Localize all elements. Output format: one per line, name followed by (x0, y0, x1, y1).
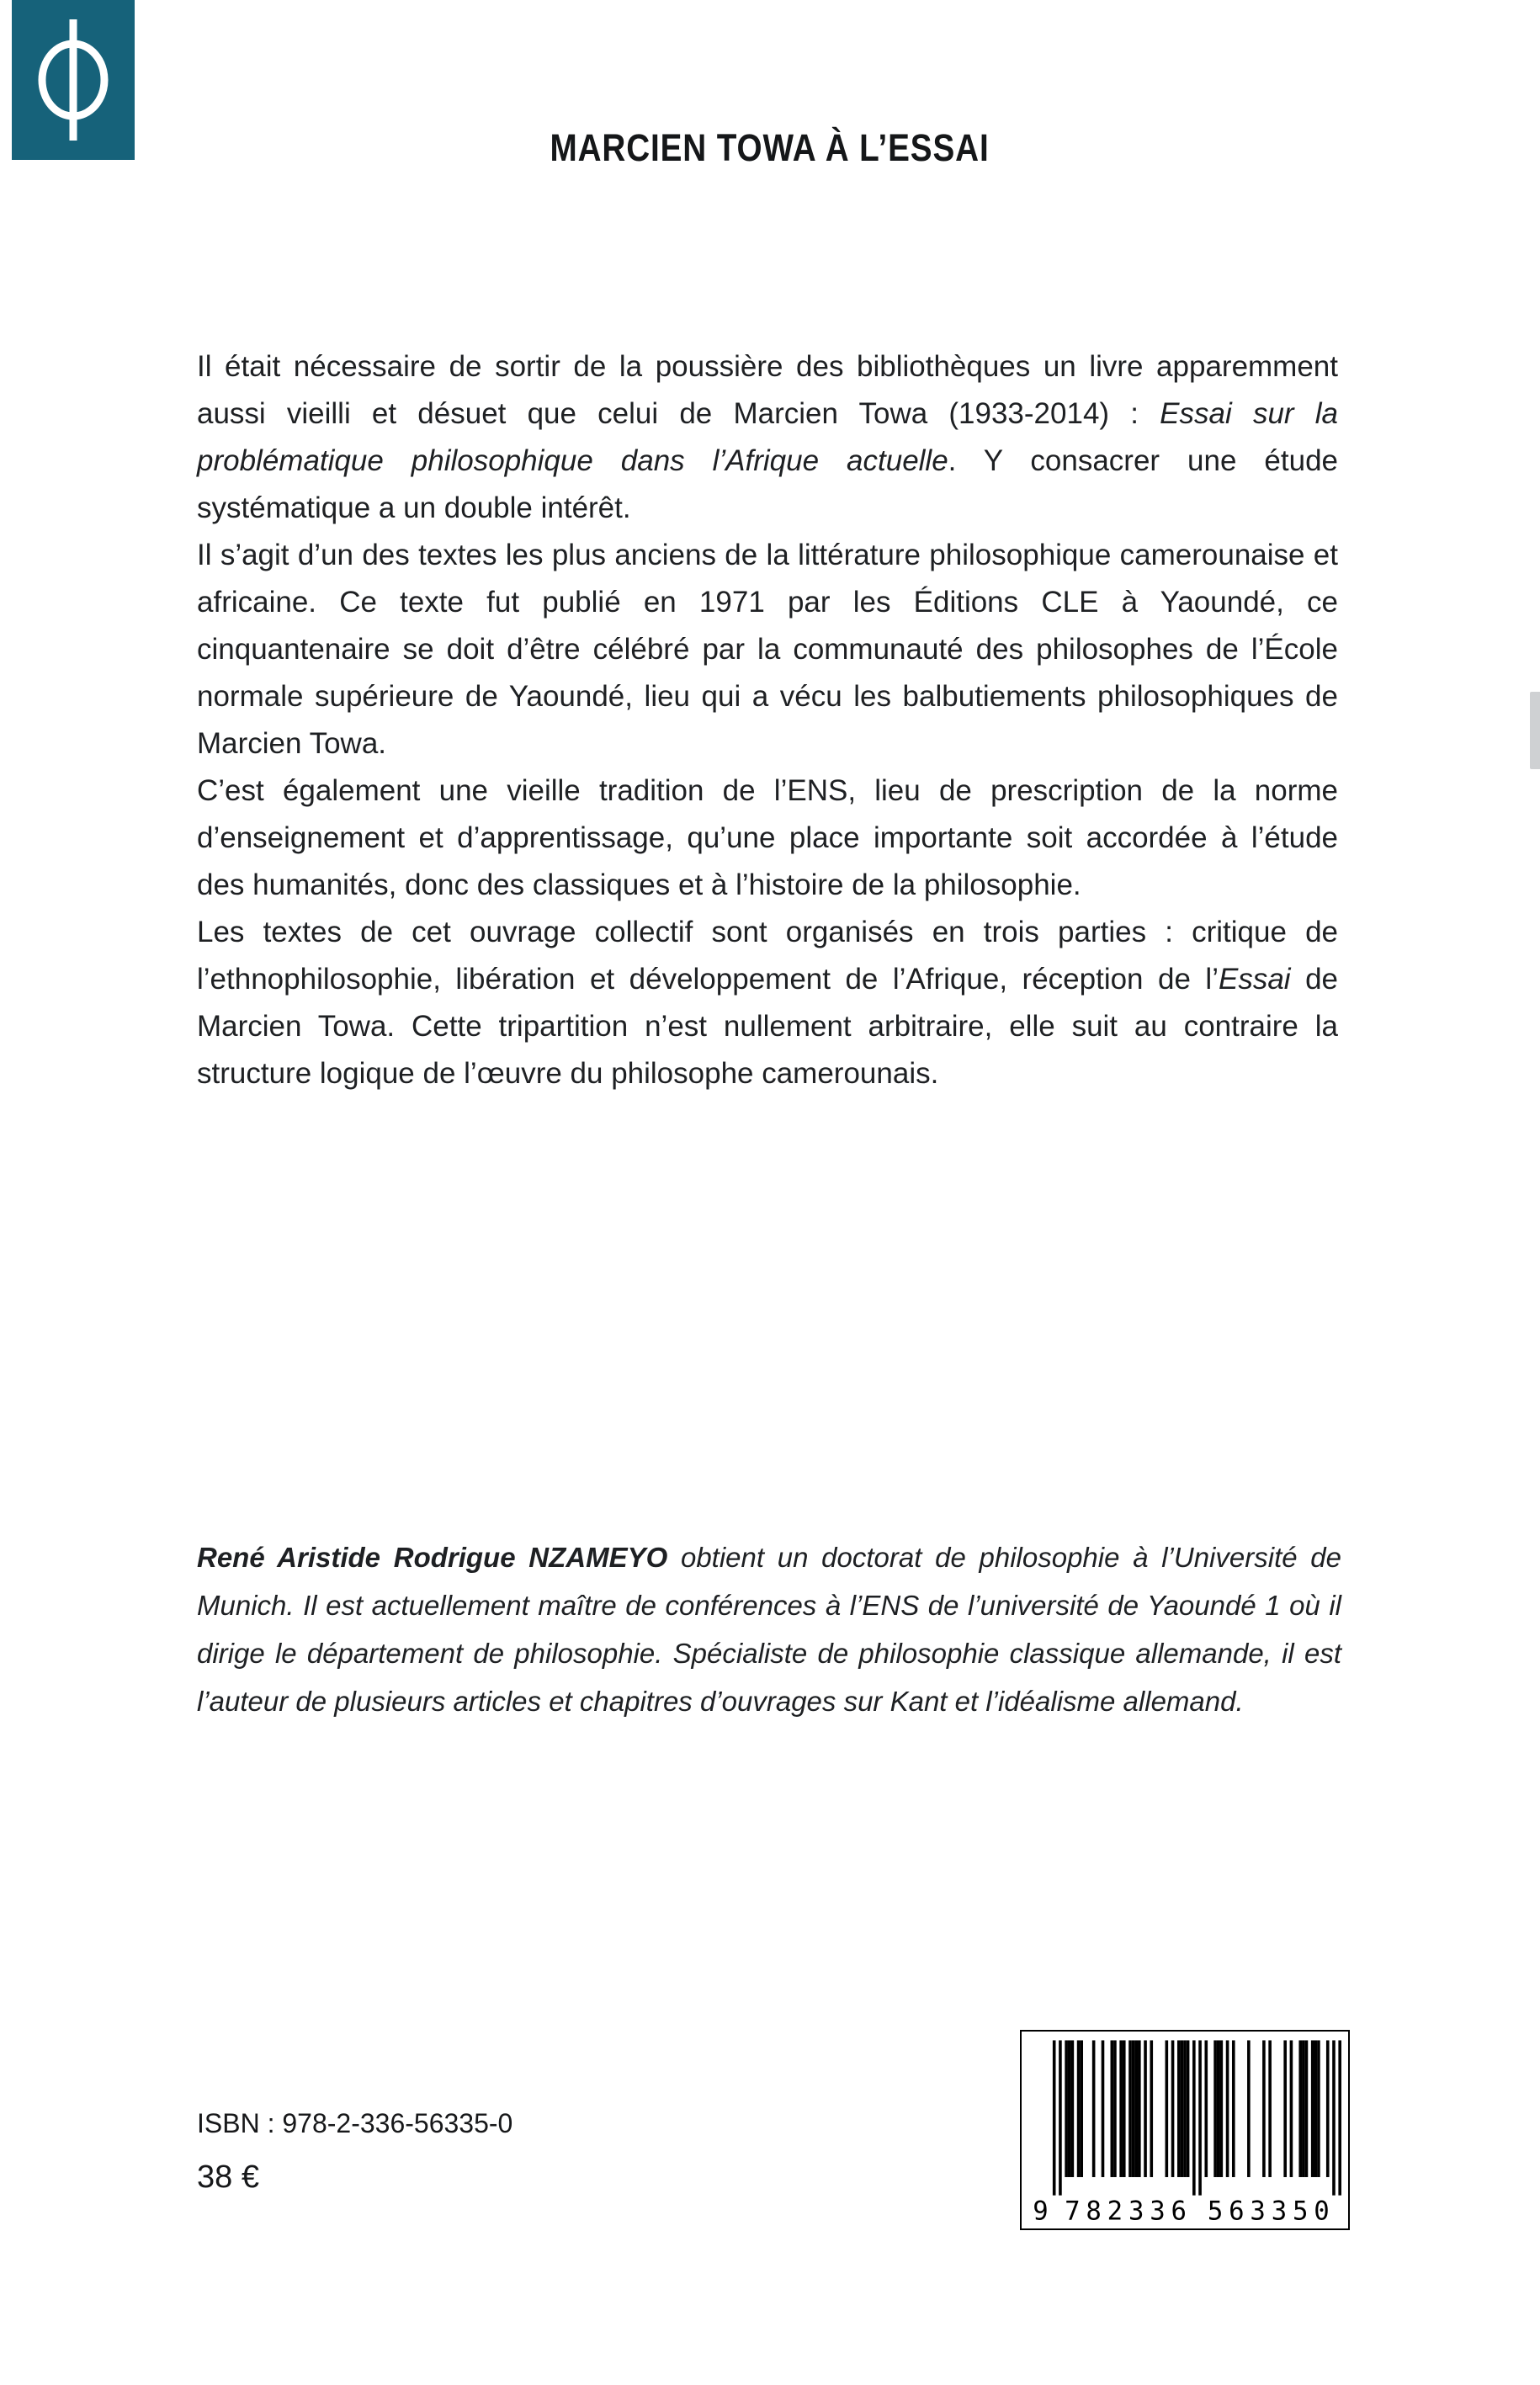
body-paragraph (197, 768, 1338, 909)
text-segment: Il était nécessaire de sortir de la poussière des bibliothèques un livre apparemment aussi vieilli et désuet que celui de Marcien Towa (1933-2014) : (197, 350, 1338, 430)
svg-text:9: 9 (1033, 2196, 1049, 2226)
scan-edge-artifact (1530, 692, 1540, 769)
book-title (0, 126, 1540, 170)
svg-text:0: 0 (1314, 2196, 1330, 2226)
book-title-text: MARCIEN TOWA À L’ESSAI (550, 126, 990, 169)
text-segment: Les textes de cet ouvrage collectif sont organisés en trois parties : critique de l’ethnophilosophie, libération et développement de l’Afrique, réception de l’ (197, 916, 1338, 996)
synopsis (197, 343, 1338, 1097)
svg-text:3: 3 (1128, 2196, 1144, 2226)
text-segment: de Marcien Towa. Cette tripartition n’est nullement arbitraire, elle suit au contraire la structure logique de l’œuvre du philosophe camerounais. (197, 963, 1338, 1090)
author-bio (197, 1533, 1341, 1725)
svg-text:6: 6 (1171, 2196, 1187, 2226)
svg-text:3: 3 (1150, 2196, 1166, 2226)
price-text: 38 € (197, 2159, 259, 2195)
svg-text:3: 3 (1271, 2196, 1288, 2226)
text-segment: C’est également une vieille tradition de l’ENS, lieu de prescription de la norme d’enseignement et d’apprentissage, qu’une place importante soit accordée à l’étude des humanités, donc des classiques et à l’histoire de la philosophie. (197, 774, 1338, 901)
body-paragraph (197, 909, 1338, 1097)
svg-text:3: 3 (1250, 2196, 1266, 2226)
isbn-text: ISBN : 978-2-336-56335-0 (197, 2108, 513, 2138)
svg-text:7: 7 (1065, 2196, 1081, 2226)
text-segment: Essai (1218, 963, 1291, 996)
svg-text:2: 2 (1107, 2196, 1123, 2226)
body-paragraph (197, 532, 1338, 768)
svg-text:6: 6 (1229, 2196, 1245, 2226)
svg-text:8: 8 (1086, 2196, 1102, 2226)
text-segment: obtient un doctorat de philosophie à l’Université de Munich. Il est actuellement maître de conférences à l’ENS de l’université de Yaoundé 1 où il dirige le département de philosophie. Spécialiste de philosophie classique allemande, il est l’auteur de plusieurs articles et chapitres d’ouvrages sur Kant et l’idéalisme allemand. (197, 1542, 1341, 1717)
barcode (1020, 2030, 1350, 2230)
body-paragraph (197, 343, 1338, 532)
svg-text:5: 5 (1293, 2196, 1309, 2226)
text-segment: Essai sur la problématique philosophique dans l’Afrique actuelle (197, 397, 1338, 477)
text-segment: René Aristide Rodrigue NZAMEYO (197, 1542, 668, 1573)
svg-text:5: 5 (1207, 2196, 1224, 2226)
barcode-bars (1028, 2034, 1341, 2226)
text-segment: Il s’agit d’un des textes les plus anciens de la littérature philosophique camerounaise et africaine. Ce texte fut publié en 1971 par les Éditions CLE à Yaoundé, ce cinquantenaire se doit d’être célébré par la communauté des philosophes de l’École normale supérieure de Yaoundé, lieu qui a vécu les balbutiements philosophiques de Marcien Towa. (197, 539, 1338, 760)
text-segment: . Y consacrer une étude systématique a un double intérêt. (197, 444, 1338, 524)
